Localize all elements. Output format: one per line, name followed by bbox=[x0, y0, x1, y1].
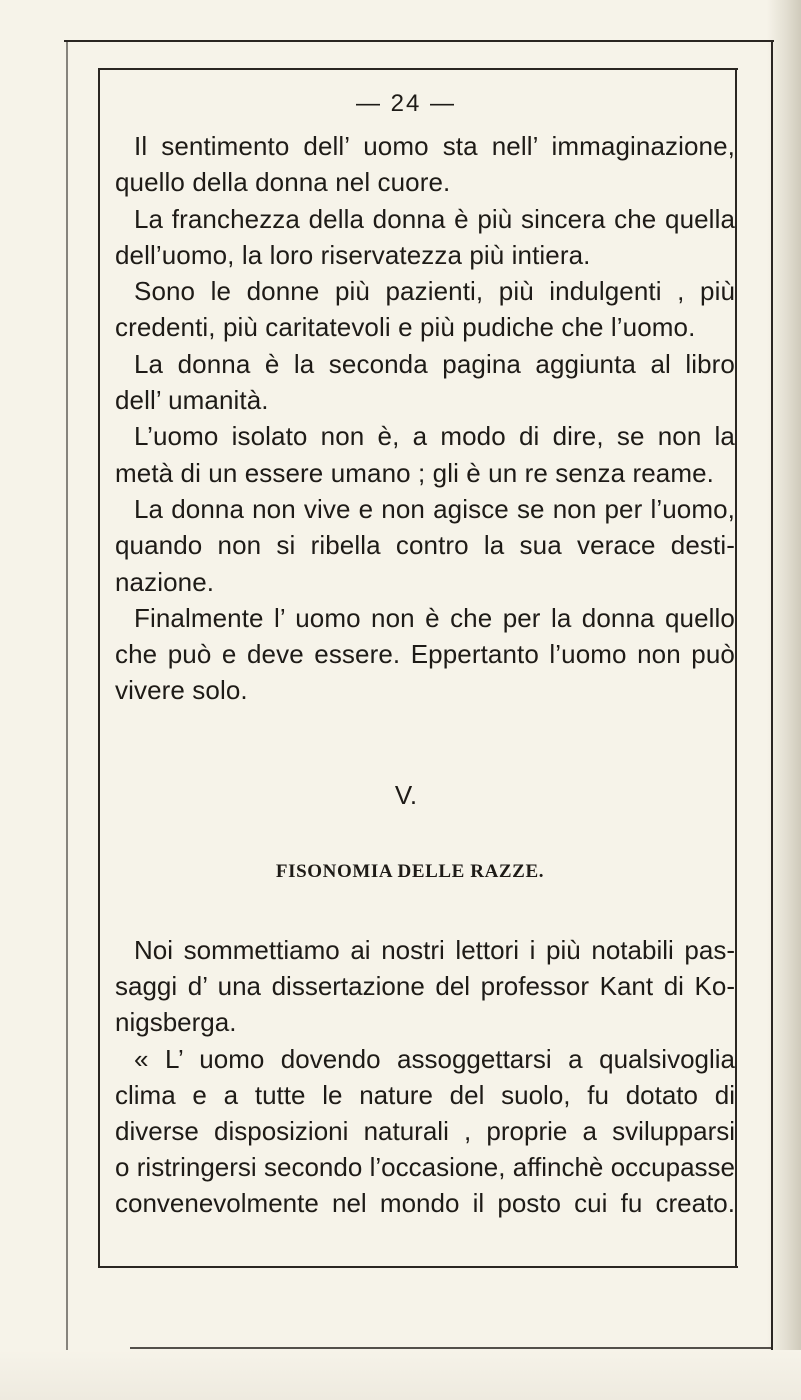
text-line: Finalmente l’ uomo non è che per la donna quello bbox=[134, 602, 735, 633]
scan-edge-bottom bbox=[0, 1350, 801, 1400]
frame-top-inner-rule bbox=[98, 68, 738, 70]
frame-left-outer-rule bbox=[66, 40, 68, 1350]
text-line: saggi d’ una dissertazione del professor Kant di Ko- bbox=[115, 971, 735, 1002]
text-line: vivere solo. bbox=[115, 675, 248, 706]
text-line: Noi sommettiamo ai nostri lettori i più notabili pas- bbox=[134, 935, 735, 965]
text-line: dell’uomo, la loro riservatezza più intiera. bbox=[115, 239, 591, 270]
text-line: La franchezza della donna è più sincera che quella bbox=[134, 203, 735, 234]
text-line: nigsberga. bbox=[115, 1007, 237, 1038]
text-line: metà di un essere umano ; gli è un re senza reame. bbox=[115, 457, 714, 488]
frame-top-outer-rule bbox=[64, 40, 774, 42]
page-number: — 24 — bbox=[355, 90, 457, 117]
text-line: dell’ umanità. bbox=[115, 385, 269, 416]
section-numeral: V. bbox=[394, 780, 418, 810]
text-line: La donna non vive e non agisce se non per l’uomo, bbox=[134, 493, 735, 524]
text-line: Il sentimento dell’ uomo sta nell’ immaginazione, bbox=[134, 131, 735, 161]
text-line: credenti, più caritatevoli e più pudiche che l’uomo. bbox=[115, 312, 696, 343]
text-line: « L’ uomo dovendo assoggettarsi a qualsivoglia bbox=[134, 1043, 735, 1074]
text-line: quello della donna nel cuore. bbox=[115, 167, 451, 198]
text-line: La donna è la seconda pagina aggiunta al libro bbox=[134, 348, 735, 379]
text-line: nazione. bbox=[115, 566, 215, 597]
text-line: quando non si ribella contro la sua verace desti- bbox=[115, 530, 735, 561]
frame-bottom-outer-rule bbox=[130, 1347, 772, 1349]
text-line: Sono le donne più pazienti, più indulgenti , più bbox=[134, 276, 735, 307]
body-text-section-1 bbox=[115, 128, 735, 709]
frame-right-inner-rule bbox=[735, 68, 737, 1268]
text-line: che può e deve essere. Eppertanto l’uomo non può bbox=[115, 639, 735, 670]
text-line: convenevolmente nel mondo il posto cui fu creato. bbox=[115, 1188, 735, 1219]
text-line: L’uomo isolato non è, a modo di dire, se non la bbox=[134, 421, 735, 452]
frame-bottom-inner-rule bbox=[98, 1266, 738, 1268]
text-line: clima e a tutte le nature del suolo, fu dotato di bbox=[115, 1079, 735, 1110]
text-line: diverse disposizioni naturali , proprie a svilupparsi bbox=[115, 1115, 735, 1146]
section-title: FISONOMIA DELLE RAZZE. bbox=[275, 861, 545, 882]
body-text-section-2 bbox=[115, 932, 735, 1222]
text-line: o ristringersi secondo l’occasione, affinchè occupasse bbox=[115, 1152, 735, 1183]
frame-right-outer-rule bbox=[771, 40, 773, 1350]
frame-left-inner-rule bbox=[98, 68, 100, 1268]
